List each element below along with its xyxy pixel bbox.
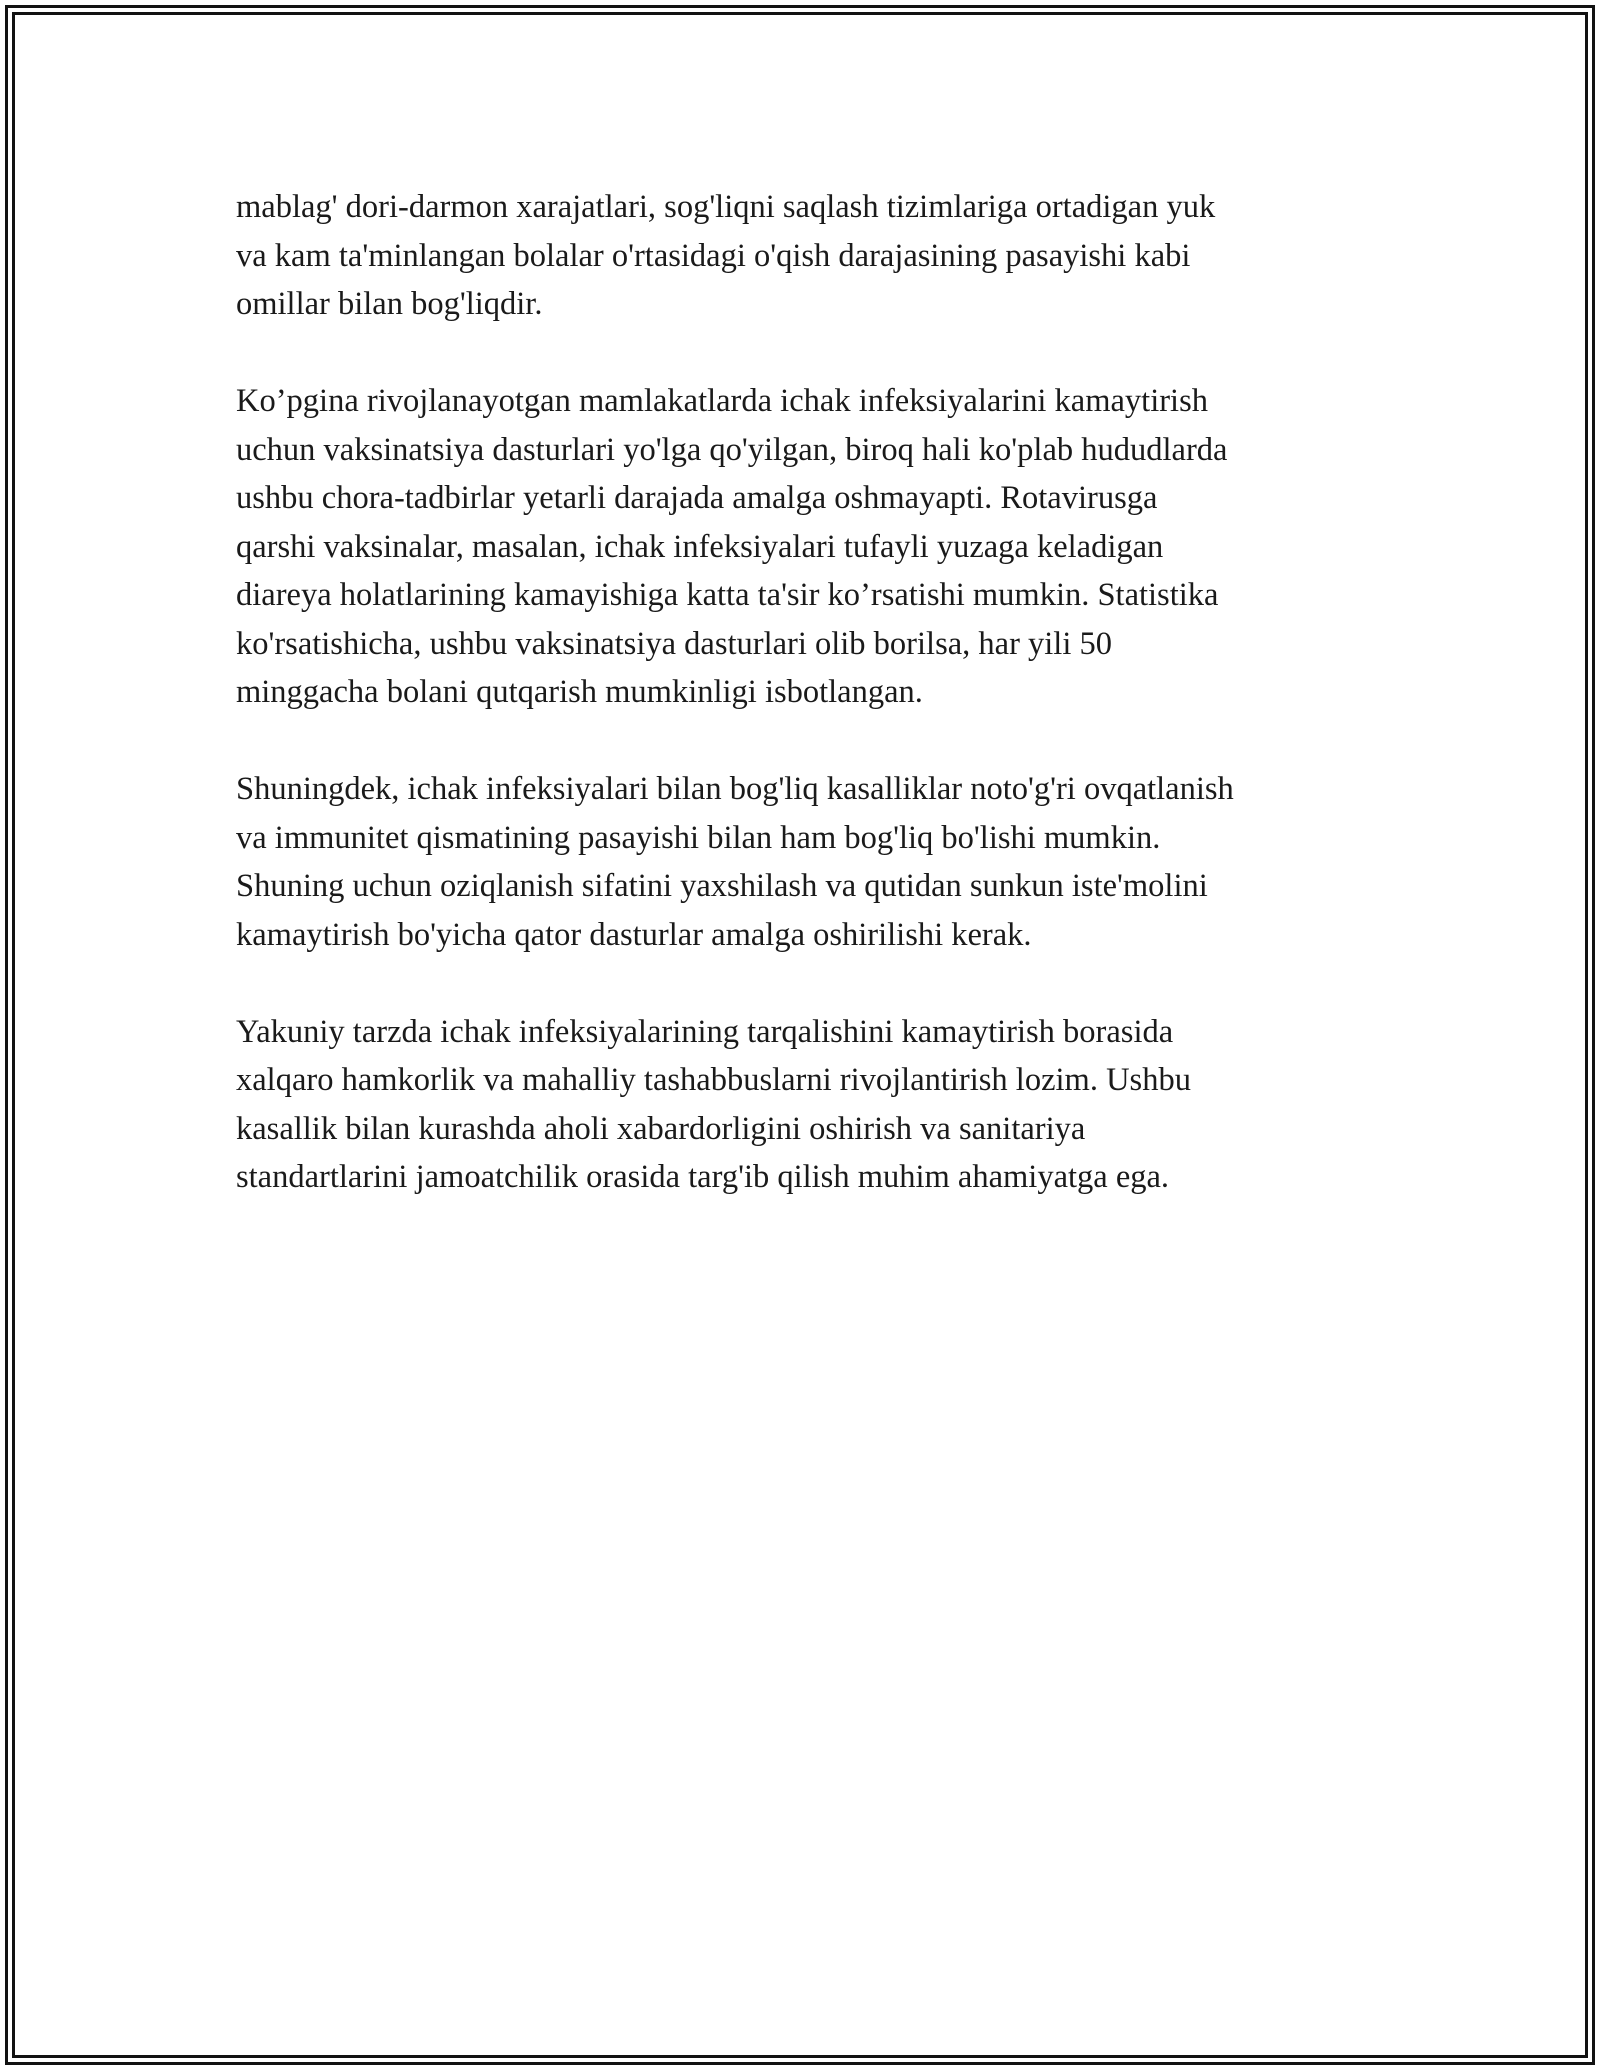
paragraph-3: Shuningdek, ichak infeksiyalari bilan bog'liq kasalliklar noto'g'ri ovqatlanish va immunitet qismatining pasayishi bilan ham bog'liq bo'lishi mumkin. Shuning uchun oziqlanish sifatini yaxshilash va qutidan sunkun iste'molini kamaytirish bo'yicha qator dasturlar amalga oshirilishi kerak. [236,771,1234,953]
paragraph-4: Yakuniy tarzda ichak infeksiyalarining tarqalishini kamaytirish borasida xalqaro hamkorlik va mahalliy tashabbuslarni rivojlantirish lozim. Ushbu kasallik bilan kurashda aholi xabardorligini oshirish va sanitariya standartlarini jamoatchilik orasida targ'ib qilish muhim ahamiyatga ega. [236,1013,1191,1195]
paragraph-2: Ko’pgina rivojlanayotgan mamlakatlarda ichak infeksiyalarini kamaytirish uchun vaksinatsiya dasturlari yo'lga qo'yilgan, biroq hali ko'plab hududlarda ushbu chora-tadbirlar yetarli darajada amalga oshmayapti. Rotavirusga qarshi vaksinalar, masalan, ichak infeksiyalari tufayli yuzaga keladigan diareya holatlarining kamayishiga katta ta'sir ko’rsatishi mumkin. Statistika ko'rsatishicha, ushbu vaksinatsiya dasturlari olib borilsa, har yili 50 minggacha bolani qutqarish mumkinligi isbotlangan. [236,383,1228,710]
document-body [236,183,1376,1250]
paragraph-1: mablag' dori-darmon xarajatlari, sog'liqni saqlash tizimlariga ortadigan yuk va kam ta'minlangan bolalar o'rtasidagi o'qish darajasining pasayishi kabi omillar bilan bog'liqdir. [236,189,1216,322]
